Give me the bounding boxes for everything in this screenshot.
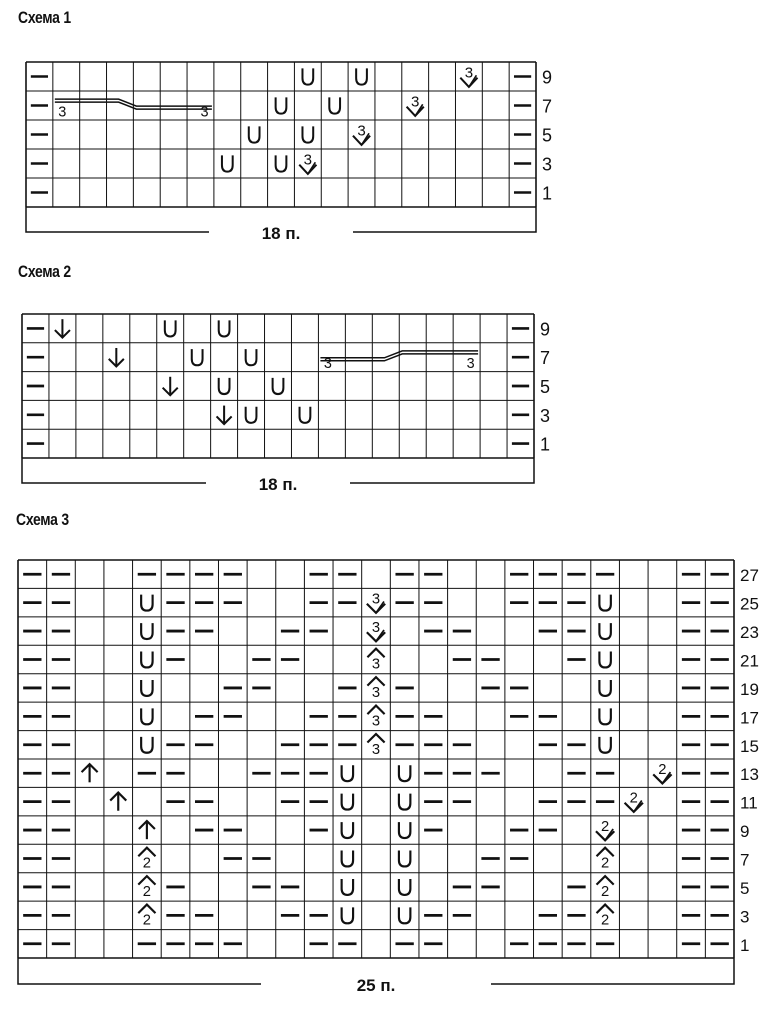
scheme-2-row-label: 9 [540,319,551,340]
scheme-3-yarn-over-symbol [599,623,610,639]
scheme-3-yarn-over-symbol [599,680,610,696]
scheme-3-cells [18,560,734,958]
scheme-3-decrease-2-symbol [138,848,155,872]
scheme-3-yarn-over-symbol [399,907,410,923]
scheme-2-cable-left-label: 3 [323,356,332,373]
scheme-3-row-label: 19 [740,679,759,699]
scheme-2-width-label: 18 п. [258,475,298,494]
svg-text:2: 2 [601,912,610,929]
svg-text:2: 2 [658,761,667,778]
scheme-3-row-label: 13 [740,765,759,785]
scheme-3-yarn-over-symbol [599,737,610,753]
scheme-3-row-label: 15 [740,736,759,756]
scheme-3-row-label: 11 [740,793,758,813]
scheme-3-decrease-3-symbol [367,677,384,701]
scheme-3-decrease-3-symbol [367,649,384,673]
scheme-3-yarn-over-symbol [342,879,353,895]
scheme-1-cable-right-label: 3 [200,104,209,121]
scheme-1-row-label: 9 [542,67,553,88]
svg-text:2: 2 [629,790,638,807]
scheme-3-yarn-over-symbol [599,595,610,611]
scheme-3-row-label: 25 [740,594,759,614]
scheme-3-decrease-2-symbol [596,819,614,840]
scheme-3-yarn-over-symbol [599,652,610,668]
scheme-3-row-label: 17 [740,708,759,728]
scheme-3-yarn-over-symbol [342,822,353,838]
scheme-3-decrease-2-symbol [138,905,155,929]
scheme-3-decrease-2-symbol [625,790,643,811]
scheme-3-row-label: 5 [740,878,750,898]
scheme-3-row-label: 23 [740,623,759,643]
scheme-2-row-label: 7 [540,348,551,369]
svg-text:3: 3 [464,64,474,82]
scheme-3-row-label: 9 [740,822,750,842]
scheme-3-row-label: 27 [740,566,759,586]
svg-text:2: 2 [142,884,151,901]
scheme-1-row-label: 7 [542,96,553,117]
scheme-3-arrow-down-icon [110,793,126,811]
scheme-3-arrow-down-icon [139,821,155,839]
scheme-3-decrease-3-symbol [367,706,384,730]
scheme-1-row-label: 1 [542,183,553,204]
scheme-3-yarn-over-symbol [399,851,410,867]
scheme-2-row-label: 5 [540,377,551,397]
scheme-3-yarn-over-symbol [399,765,410,781]
svg-text:2: 2 [142,912,151,929]
scheme-3-row-label: 21 [740,651,759,671]
svg-text:3: 3 [371,741,381,758]
scheme-2-row-label: 3 [540,405,551,426]
scheme-3-yarn-over-symbol [342,794,353,810]
scheme-3-decrease-2-symbol [597,848,614,872]
scheme-1-cable-left-label: 3 [58,104,67,121]
scheme-3-yarn-over-symbol [342,765,353,781]
scheme-3-title: Схема 3 [16,510,69,529]
scheme-3-row-label: 3 [740,907,750,927]
scheme-3-decrease-2-symbol [138,876,155,900]
scheme-3-yarn-over-symbol [399,794,410,810]
scheme-2-title: Схема 2 [18,262,71,281]
scheme-3-yarn-over-symbol [141,623,152,639]
svg-text:2: 2 [601,818,610,835]
scheme-3-row-label: 7 [740,850,750,870]
svg-text:3: 3 [371,685,381,702]
scheme-3-row-label: 1 [740,935,750,955]
svg-text:3: 3 [371,713,381,730]
scheme-3-decrease-3-symbol [367,591,385,612]
scheme-2-cable-right-label: 3 [466,356,475,373]
scheme-3-yarn-over-symbol [141,680,152,696]
scheme-1-row-label: 3 [542,154,553,175]
scheme-3-yarn-over-symbol [141,737,152,753]
scheme-3-yarn-over-symbol [342,907,353,923]
svg-text:2: 2 [142,855,151,872]
svg-text:3: 3 [371,619,381,636]
scheme-3-decrease-2-symbol [597,905,614,929]
scheme-3-decrease-2-symbol [597,876,614,900]
scheme-3-decrease-3-symbol [367,620,385,641]
scheme-1-width-label: 18 п. [261,224,301,243]
svg-text:2: 2 [601,855,610,872]
svg-text:3: 3 [411,93,420,111]
svg-text:3: 3 [371,591,381,608]
scheme-3-decrease-2-symbol [653,762,671,783]
scheme-3-yarn-over-symbol [141,708,152,724]
scheme-3-yarn-over-symbol [399,822,410,838]
scheme-1-title: Схема 1 [18,8,71,27]
scheme-3-width-label: 25 п. [356,976,396,995]
svg-text:3: 3 [357,122,366,140]
scheme-3-yarn-over-symbol [599,708,610,724]
svg-text:3: 3 [371,656,381,673]
scheme-3-yarn-over-symbol [141,595,152,611]
scheme-2-row-label: 1 [540,434,551,455]
scheme-3-arrow-down-icon [82,764,98,782]
scheme-3-yarn-over-symbol [141,652,152,668]
svg-text:2: 2 [601,884,610,901]
scheme-3-yarn-over-symbol [342,851,353,867]
svg-text:3: 3 [303,151,313,169]
scheme-3-yarn-over-symbol [399,879,410,895]
scheme-1-row-label: 5 [542,125,553,146]
scheme-3-decrease-3-symbol [367,734,384,758]
